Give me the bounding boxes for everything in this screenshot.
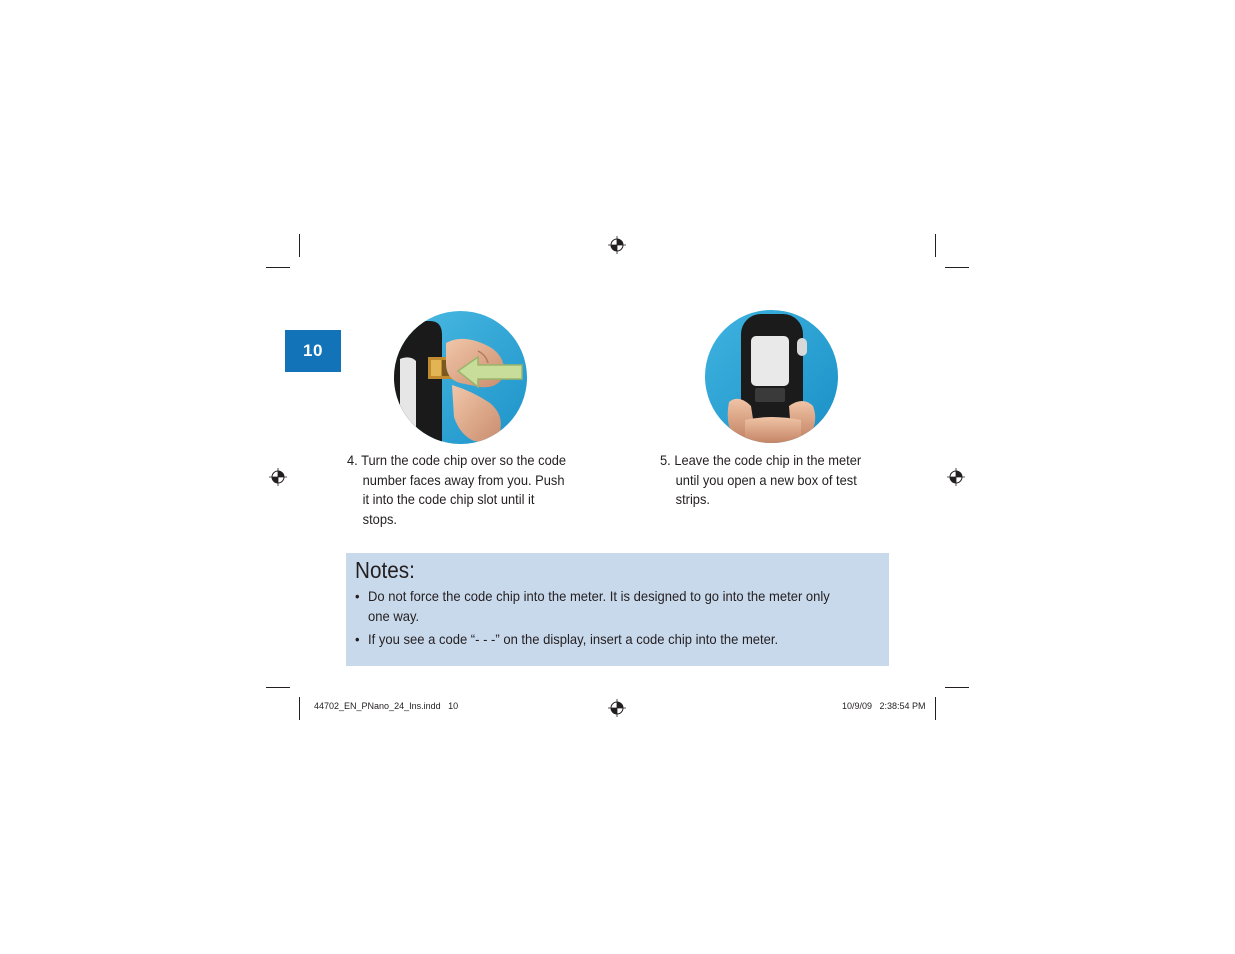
crop-mark-top-left-horizontal [266,267,290,268]
notes-title: Notes: [355,557,415,583]
slug-timestamp: 10/9/09 2:38:54 PM [842,701,926,711]
registration-mark-bottom-icon [608,699,626,717]
crop-mark-top-right-vertical [935,234,936,257]
registration-mark-top-icon [608,236,626,254]
bullet-icon: • [355,631,360,647]
slug-filename: 44702_EN_PNano_24_Ins.indd 10 [314,701,459,711]
note-text: If you see a code “- - -” on the display, insert a code chip into the meter. [368,631,779,647]
page-number: 10 [303,341,323,360]
notes-list [355,586,880,652]
page-number-tab [285,330,341,372]
crop-mark-top-left-vertical [299,234,300,257]
crop-mark-bottom-left-horizontal [266,687,290,688]
step-4-text: 4. Turn the code chip over so the code number faces away from you. Push it into the code chip slot until it stops. [347,452,567,527]
crop-mark-bottom-left-vertical [299,697,300,720]
photo-insert-code-chip [394,311,527,444]
step-4-instruction [347,451,568,529]
crop-mark-top-right-horizontal [945,267,969,268]
list-item [355,586,843,626]
crop-mark-bottom-right-vertical [935,697,936,720]
registration-mark-left-icon [269,468,287,486]
crop-mark-bottom-right-horizontal [945,687,969,688]
meter-in-hand-illustration [705,310,838,443]
note-text: Do not force the code chip into the meter. It is designed to go into the meter only one way. [368,588,830,624]
step-5-instruction [660,451,881,510]
list-item [355,629,843,649]
registration-mark-right-icon [947,468,965,486]
bullet-icon: • [355,588,360,604]
step-5-text: 5. Leave the code chip in the meter until you open a new box of test strips. [660,452,862,507]
insert-code-chip-illustration [394,311,527,444]
photo-meter-with-chip [705,310,838,443]
notes-box [346,553,889,666]
